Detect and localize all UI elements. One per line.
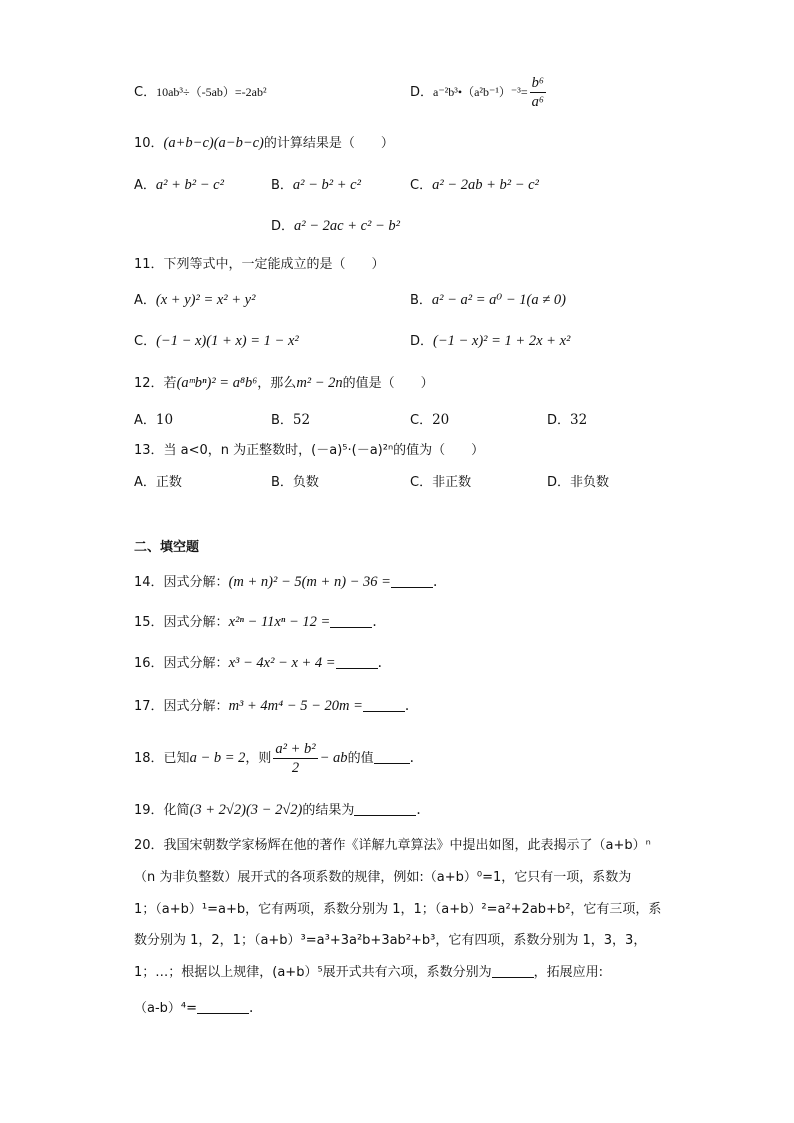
q12-option-c: C．20 xyxy=(410,412,450,428)
question-11: 11．下列等式中，一定能成立的是（ ） xyxy=(134,257,385,272)
question-16: 16．因式分解：x³ − 4x² − x + 4 = . xyxy=(134,655,382,671)
q11-option-a: A．(x + y)² = x² + y² xyxy=(134,292,256,308)
answer-blank[interactable] xyxy=(330,613,372,628)
question-10: 10．(a+b−c)(a−b−c)的计算结果是（ ） xyxy=(134,135,394,151)
q9-d-fraction: $\frac{\text{b⁶}}{\text{a⁶}}$ xyxy=(531,75,544,110)
question-15: 15．因式分解：x²ⁿ − 11xⁿ − 12 = . xyxy=(134,614,377,630)
q12-option-d: D．32 xyxy=(547,412,588,428)
question-13: 13．当 a<0，n 为正整数时，(－a)⁵·(－a)²ⁿ的值为（ ） xyxy=(134,443,485,458)
q9-option-d: D．a⁻²b³•（a²b⁻¹）⁻³= $\frac{\text{b⁶}}{\text{a⁶}}$ xyxy=(410,75,544,110)
answer-blank[interactable] xyxy=(374,749,410,764)
q12-option-b: B．52 xyxy=(271,412,311,428)
q20-line-3: 1；（a+b）¹=a+b，它有两项，系数分别为 1，1；（a+b）²=a²+2ab+b²，它有三项，系 xyxy=(134,902,662,917)
q10-option-d: D．a² − 2ac + c² − b² xyxy=(271,218,401,234)
q20-line-4: 数分别为 1，2，1；（a+b）³=a³+3a²b+3ab²+b³，它有四项，系数分别为 1，3，3， xyxy=(134,933,647,948)
answer-blank[interactable] xyxy=(492,963,534,978)
q20-line-2: （n 为非负整数）展开式的各项系数的规律，例如:（a+b）⁰=1，它只有一项，系数为 xyxy=(134,870,632,885)
q11-option-d: D．(−1 − x)² = 1 + 2x + x² xyxy=(410,333,571,349)
answer-blank[interactable] xyxy=(336,654,378,669)
q20-line-5: 1；…；根据以上规律，(a+b）⁵展开式共有六项，系数分别为 ，拓展应用: xyxy=(134,965,604,980)
q18-fraction: $\frac{\text{a² + b²}}{2}$ xyxy=(275,741,316,776)
q13-option-a: A．正数 xyxy=(134,475,182,490)
q10-option-b: B．a² − b² + c² xyxy=(271,177,361,193)
section-heading-fill-in: 二、填空题 xyxy=(134,540,200,555)
q11-option-b: B．a² − a² = a⁰ − 1(a ≠ 0) xyxy=(410,292,566,308)
q12-option-a: A．10 xyxy=(134,412,174,428)
q20-line-6: （a-b）⁴= . xyxy=(134,1000,254,1016)
q20-line-1: 20．我国宋朝数学家杨辉在他的著作《详解九章算法》中提出如图，此表揭示了（a+b）ⁿ xyxy=(134,838,651,853)
answer-blank[interactable] xyxy=(363,697,405,712)
q10-option-c: C．a² − 2ab + b² − c² xyxy=(410,177,539,193)
q13-option-c: C．非正数 xyxy=(410,475,472,490)
question-14: 14．因式分解：(m + n)² − 5(m + n) − 36 = . xyxy=(134,574,438,590)
question-17: 17．因式分解：m³ + 4m⁴ − 5 − 20m = . xyxy=(134,698,410,714)
q13-option-d: D．非负数 xyxy=(547,475,610,490)
q10-option-a: A．a² + b² − c² xyxy=(134,177,224,193)
q11-option-c: C．(−1 − x)(1 + x) = 1 − x² xyxy=(134,333,299,349)
answer-blank[interactable] xyxy=(391,573,433,588)
q9-option-c: C．10ab³÷（-5ab）=-2ab² xyxy=(134,85,267,100)
answer-blank[interactable] xyxy=(197,999,249,1014)
question-18: 18．已知a − b = 2，则 $\frac{\text{a² + b²}}{2}$ − ab的值 . xyxy=(134,741,414,776)
answer-blank[interactable] xyxy=(354,801,416,816)
question-12: 12．若(aᵐbⁿ)² = a⁸b⁶，那么m² − 2n的值是（ ） xyxy=(134,375,434,391)
q13-option-b: B．负数 xyxy=(271,475,319,490)
question-19: 19．化简(3 + 2√2)(3 − 2√2)的结果为 . xyxy=(134,802,421,818)
